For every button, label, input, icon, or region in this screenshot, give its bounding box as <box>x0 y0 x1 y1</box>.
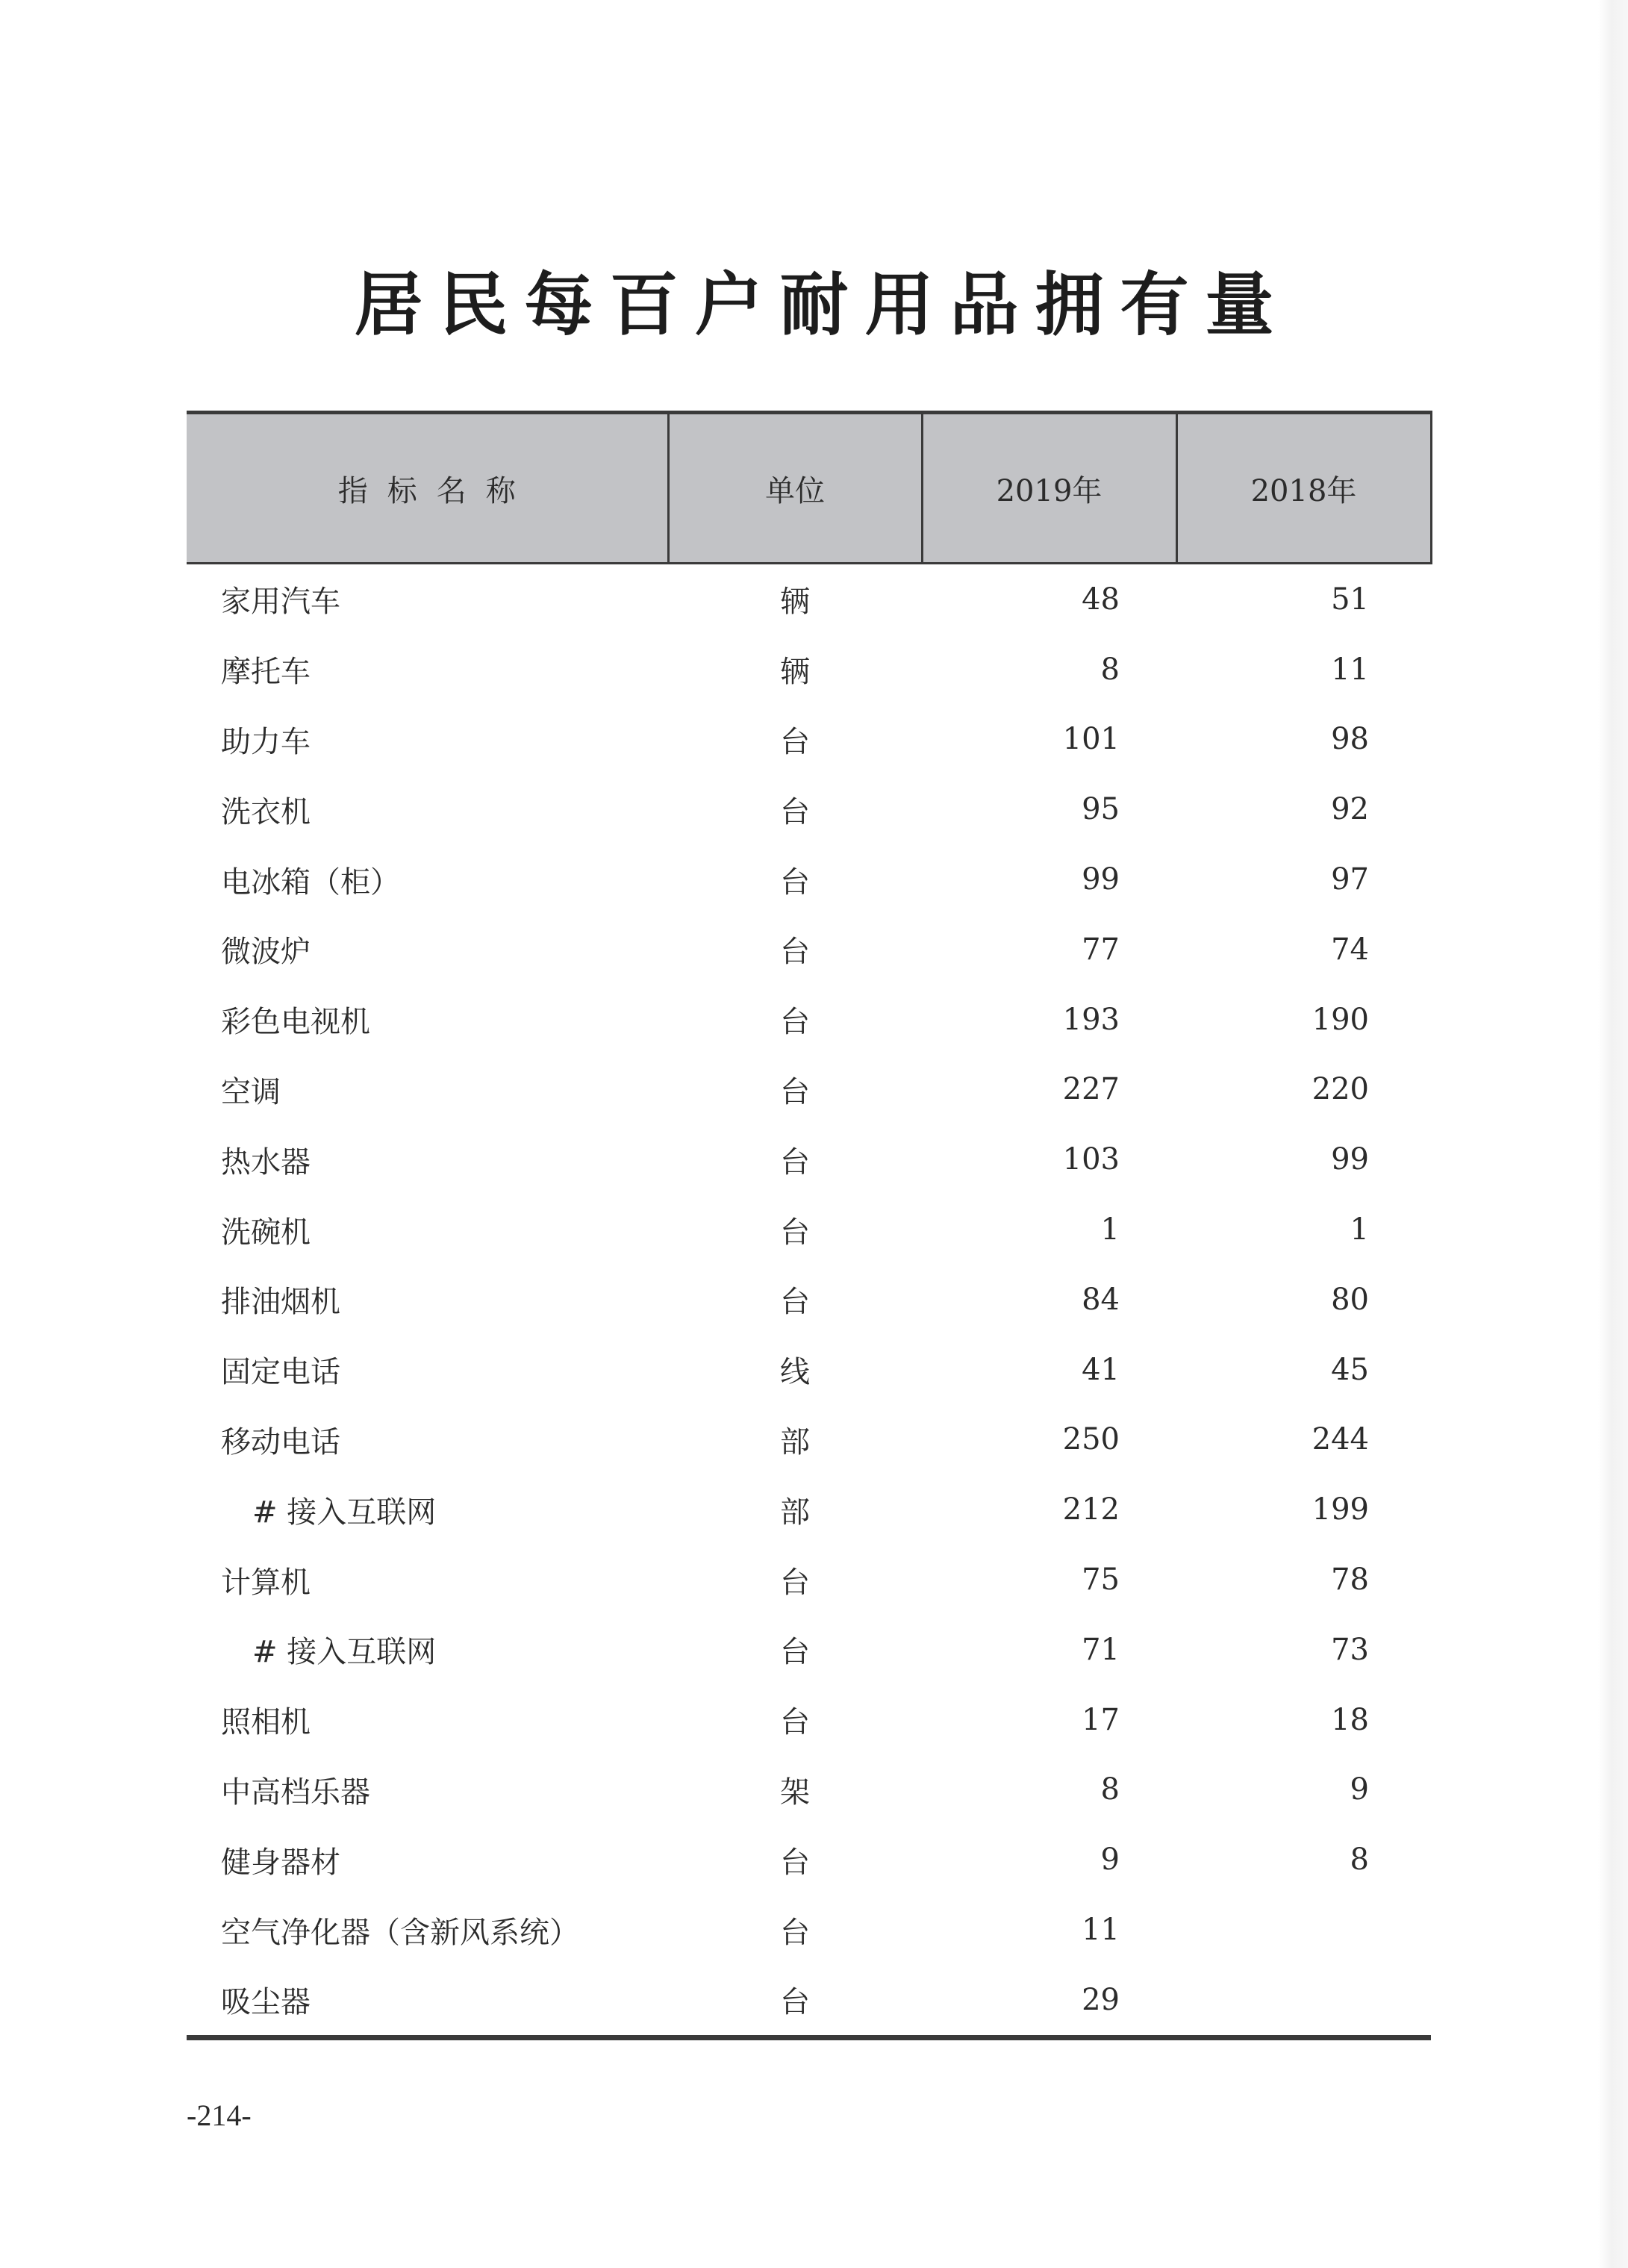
table-row <box>187 1405 1431 1475</box>
row-indicator-name: 健身器材 <box>221 1845 340 1880</box>
header-year-2019: 2019年 <box>922 413 1176 564</box>
table-row <box>187 1194 1431 1265</box>
row-value-2018: 220 <box>1312 1072 1369 1107</box>
row-value-2018: 11 <box>1331 652 1369 687</box>
row-value-2018: 18 <box>1331 1702 1369 1737</box>
table-row <box>187 1825 1431 1895</box>
row-indicator-name: 移动电话 <box>221 1424 340 1459</box>
page-number: -214- <box>187 2099 252 2132</box>
table-row <box>187 705 1431 775</box>
row-indicator-name: 排油烟机 <box>221 1285 340 1320</box>
row-indicator-name: 电冰箱（柜） <box>221 864 400 900</box>
table-row <box>187 564 1431 635</box>
row-indicator-name: 中高档乐器 <box>221 1775 370 1810</box>
row-value-2019: 17 <box>1082 1702 1120 1737</box>
durable-goods-table <box>187 411 1432 2040</box>
table-row <box>187 1615 1431 1685</box>
row-unit: 部 <box>780 1424 810 1459</box>
row-indicator-name: 洗衣机 <box>221 794 311 829</box>
row-unit: 台 <box>780 1915 810 1950</box>
row-unit: 台 <box>780 1985 810 2020</box>
row-value-2019: 8 <box>1100 1772 1120 1807</box>
row-value-2018: 74 <box>1331 932 1369 967</box>
table-header-row <box>187 413 1431 564</box>
table-row <box>187 635 1431 705</box>
table-row <box>187 1965 1431 2037</box>
row-unit: 台 <box>780 1845 810 1880</box>
row-value-2018 <box>1176 1895 1431 1965</box>
row-indicator-name: 洗碗机 <box>221 1215 311 1250</box>
header-indicator-name: 指标名称 <box>187 413 668 564</box>
row-value-2018: 99 <box>1331 1142 1369 1177</box>
row-indicator-name: 照相机 <box>221 1705 311 1740</box>
row-value-2019: 8 <box>1100 652 1120 687</box>
row-value-2019: 71 <box>1082 1632 1120 1667</box>
row-indicator-name: 计算机 <box>221 1565 311 1600</box>
row-indicator-name: 家用汽车 <box>221 585 340 620</box>
row-indicator-name: 微波炉 <box>221 935 311 970</box>
row-value-2018: 73 <box>1331 1632 1369 1667</box>
table-row <box>187 774 1431 844</box>
row-unit: 台 <box>780 1215 810 1250</box>
table-row <box>187 1685 1431 1755</box>
row-unit: 台 <box>780 1005 810 1040</box>
row-unit: 台 <box>780 864 810 900</box>
row-unit: 辆 <box>780 585 810 620</box>
row-unit: 部 <box>780 1495 810 1530</box>
row-indicator-name: # 接入互联网 <box>252 1635 437 1670</box>
row-indicator-name: 空气净化器（含新风系统） <box>221 1915 579 1950</box>
row-value-2018: 1 <box>1350 1212 1369 1247</box>
row-value-2019: 193 <box>1062 1002 1120 1037</box>
row-value-2018: 190 <box>1312 1002 1369 1037</box>
table-row <box>187 1335 1431 1405</box>
row-indicator-name: 空调 <box>221 1074 281 1109</box>
header-year-2018: 2018年 <box>1176 413 1431 564</box>
row-value-2019: 212 <box>1062 1492 1120 1527</box>
row-value-2019: 250 <box>1062 1422 1120 1457</box>
row-value-2018: 97 <box>1331 862 1369 897</box>
row-indicator-name: 吸尘器 <box>221 1985 311 2020</box>
row-value-2019: 84 <box>1082 1282 1120 1317</box>
row-value-2018: 199 <box>1312 1492 1369 1527</box>
row-value-2019: 1 <box>1100 1212 1120 1247</box>
table-row <box>187 844 1431 915</box>
row-unit: 台 <box>780 1144 810 1180</box>
table-row <box>187 985 1431 1055</box>
row-value-2019: 99 <box>1082 862 1120 897</box>
row-value-2018: 80 <box>1331 1282 1369 1317</box>
row-value-2018: 92 <box>1331 792 1369 827</box>
row-indicator-name: 彩色电视机 <box>221 1005 370 1040</box>
row-value-2018: 9 <box>1350 1772 1369 1807</box>
row-value-2019: 48 <box>1082 582 1120 617</box>
row-unit: 架 <box>780 1775 810 1810</box>
row-unit: 辆 <box>780 655 810 690</box>
page-title: 居民每百户耐用品拥有量 <box>354 264 1291 345</box>
header-unit: 单位 <box>668 413 922 564</box>
row-value-2018: 244 <box>1312 1422 1369 1457</box>
row-value-2019: 41 <box>1082 1352 1120 1387</box>
row-value-2019: 75 <box>1082 1563 1120 1598</box>
row-value-2018 <box>1176 1965 1431 2037</box>
row-value-2018: 45 <box>1331 1352 1369 1387</box>
table-row <box>187 1265 1431 1335</box>
row-value-2018: 78 <box>1331 1563 1369 1598</box>
row-unit: 台 <box>780 724 810 759</box>
row-value-2019: 9 <box>1100 1842 1120 1878</box>
row-value-2019: 227 <box>1062 1072 1120 1107</box>
table-row <box>187 1895 1431 1965</box>
table-row <box>187 915 1431 985</box>
table-row <box>187 1545 1431 1615</box>
row-value-2019: 29 <box>1082 1982 1120 2017</box>
row-value-2019: 77 <box>1082 932 1120 967</box>
table-row <box>187 1474 1431 1545</box>
row-unit: 台 <box>780 1074 810 1109</box>
row-value-2018: 8 <box>1350 1842 1369 1878</box>
row-unit: 台 <box>780 794 810 829</box>
row-indicator-name: # 接入互联网 <box>252 1495 437 1530</box>
row-value-2019: 103 <box>1062 1142 1120 1177</box>
row-indicator-name: 摩托车 <box>221 655 311 690</box>
row-value-2018: 98 <box>1331 722 1369 757</box>
row-unit: 线 <box>780 1355 810 1390</box>
row-value-2018: 51 <box>1331 582 1369 617</box>
table-row <box>187 1124 1431 1194</box>
table-row <box>187 1755 1431 1825</box>
row-indicator-name: 热水器 <box>221 1144 311 1180</box>
row-unit: 台 <box>780 1285 810 1320</box>
row-indicator-name: 助力车 <box>221 724 311 759</box>
row-value-2019: 101 <box>1062 722 1120 757</box>
row-unit: 台 <box>780 935 810 970</box>
row-unit: 台 <box>780 1705 810 1740</box>
row-indicator-name: 固定电话 <box>221 1355 340 1390</box>
row-value-2019: 11 <box>1082 1913 1120 1948</box>
table-body <box>187 564 1431 2038</box>
row-unit: 台 <box>780 1565 810 1600</box>
row-unit: 台 <box>780 1635 810 1670</box>
row-value-2019: 95 <box>1082 792 1120 827</box>
table-row <box>187 1055 1431 1125</box>
